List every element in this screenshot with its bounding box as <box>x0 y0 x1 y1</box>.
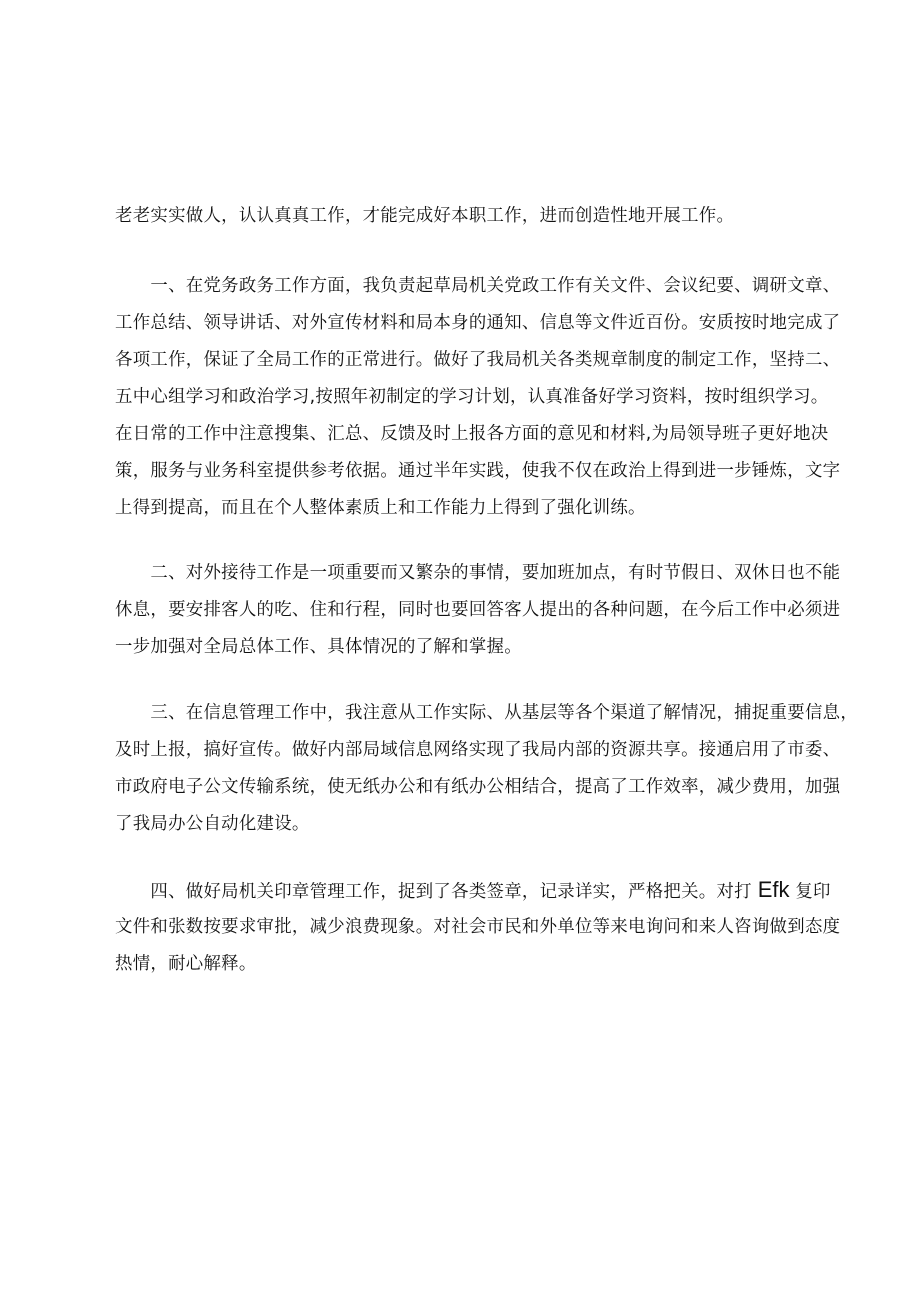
paragraph-5-line-3: 热情，耐心解释。 <box>115 954 257 974</box>
paragraph-1-line-1: 老老实实做人，认认真真工作，才能完成好本职工作，进而创造性地开展工作。 <box>115 206 735 226</box>
paragraph-3-line-1: 二、对外接待工作是一项重要而又繁杂的事情，要加班加点，有时节假日、双休日也不能 <box>115 563 841 583</box>
paragraph-2-line-2: 工作总结、领导讲话、对外宣传材料和局本身的通知、信息等文件近百份。安质按时地完成了 <box>115 313 841 333</box>
paragraph-2-line-7: 上得到提高，而且在个人整体素质上和工作能力上得到了强化训练。 <box>115 498 646 518</box>
paragraph-5-line-1 <box>115 874 831 906</box>
paragraph-4-line-1: 三、在信息管理工作中，我注意从工作实际、从基层等各个渠道了解情况，捕捉重要信息， <box>115 703 859 723</box>
paragraph-5-latin-text: Efk <box>757 877 790 902</box>
paragraph-2-line-6: 策，服务与业务科室提供参考依据。通过半年实践，使我不仅在政治上得到进一步锤炼，文字 <box>115 461 841 481</box>
paragraph-4-line-3: 市政府电子公文传输系统，使无纸办公和有纸办公相结合，提高了工作效率，减少费用，加强 <box>115 777 841 797</box>
paragraph-5-line-1-tail: 复印 <box>789 882 831 902</box>
paragraph-2-line-4: 五中心组学习和政治学习,按照年初制定的学习计划，认真准备好学习资料，按时组织学习。 <box>115 387 829 407</box>
paragraph-4-line-2: 及时上报，搞好宣传。做好内部局域信息网络实现了我局内部的资源共享。接通启用了市委、 <box>115 740 841 760</box>
paragraph-2-line-1: 一、在党务政务工作方面，我负责起草局机关党政工作有关文件、会议纪要、调研文章、 <box>115 276 841 296</box>
paragraph-5-line-1-text: 四、做好局机关印章管理工作，捉到了各类签章，记录详实，严格把关。对打 <box>115 882 758 902</box>
paragraph-3-line-2: 休息，要安排客人的吃、住和行程，同时也要回答客人提出的各种问题，在今后工作中必须进 <box>115 600 841 620</box>
paragraph-5-line-2: 文件和张数按要求审批，减少浪费现象。对社会市民和外单位等来电询问和来人咨询做到态度 <box>115 917 841 937</box>
paragraph-2-line-3: 各项工作，保证了全局工作的正常进行。做好了我局机关各类规章制度的制定工作，坚持二、 <box>115 350 841 370</box>
paragraph-3-line-3: 一步加强对全局总体工作、具体情况的了解和掌握。 <box>115 637 522 657</box>
paragraph-2-line-5: 在日常的工作中注意搜集、汇总、反馈及时上报各方面的意见和材料,为局领导班子更好地决 <box>115 424 829 444</box>
paragraph-4-line-4: 了我局办公自动化建设。 <box>115 814 310 834</box>
